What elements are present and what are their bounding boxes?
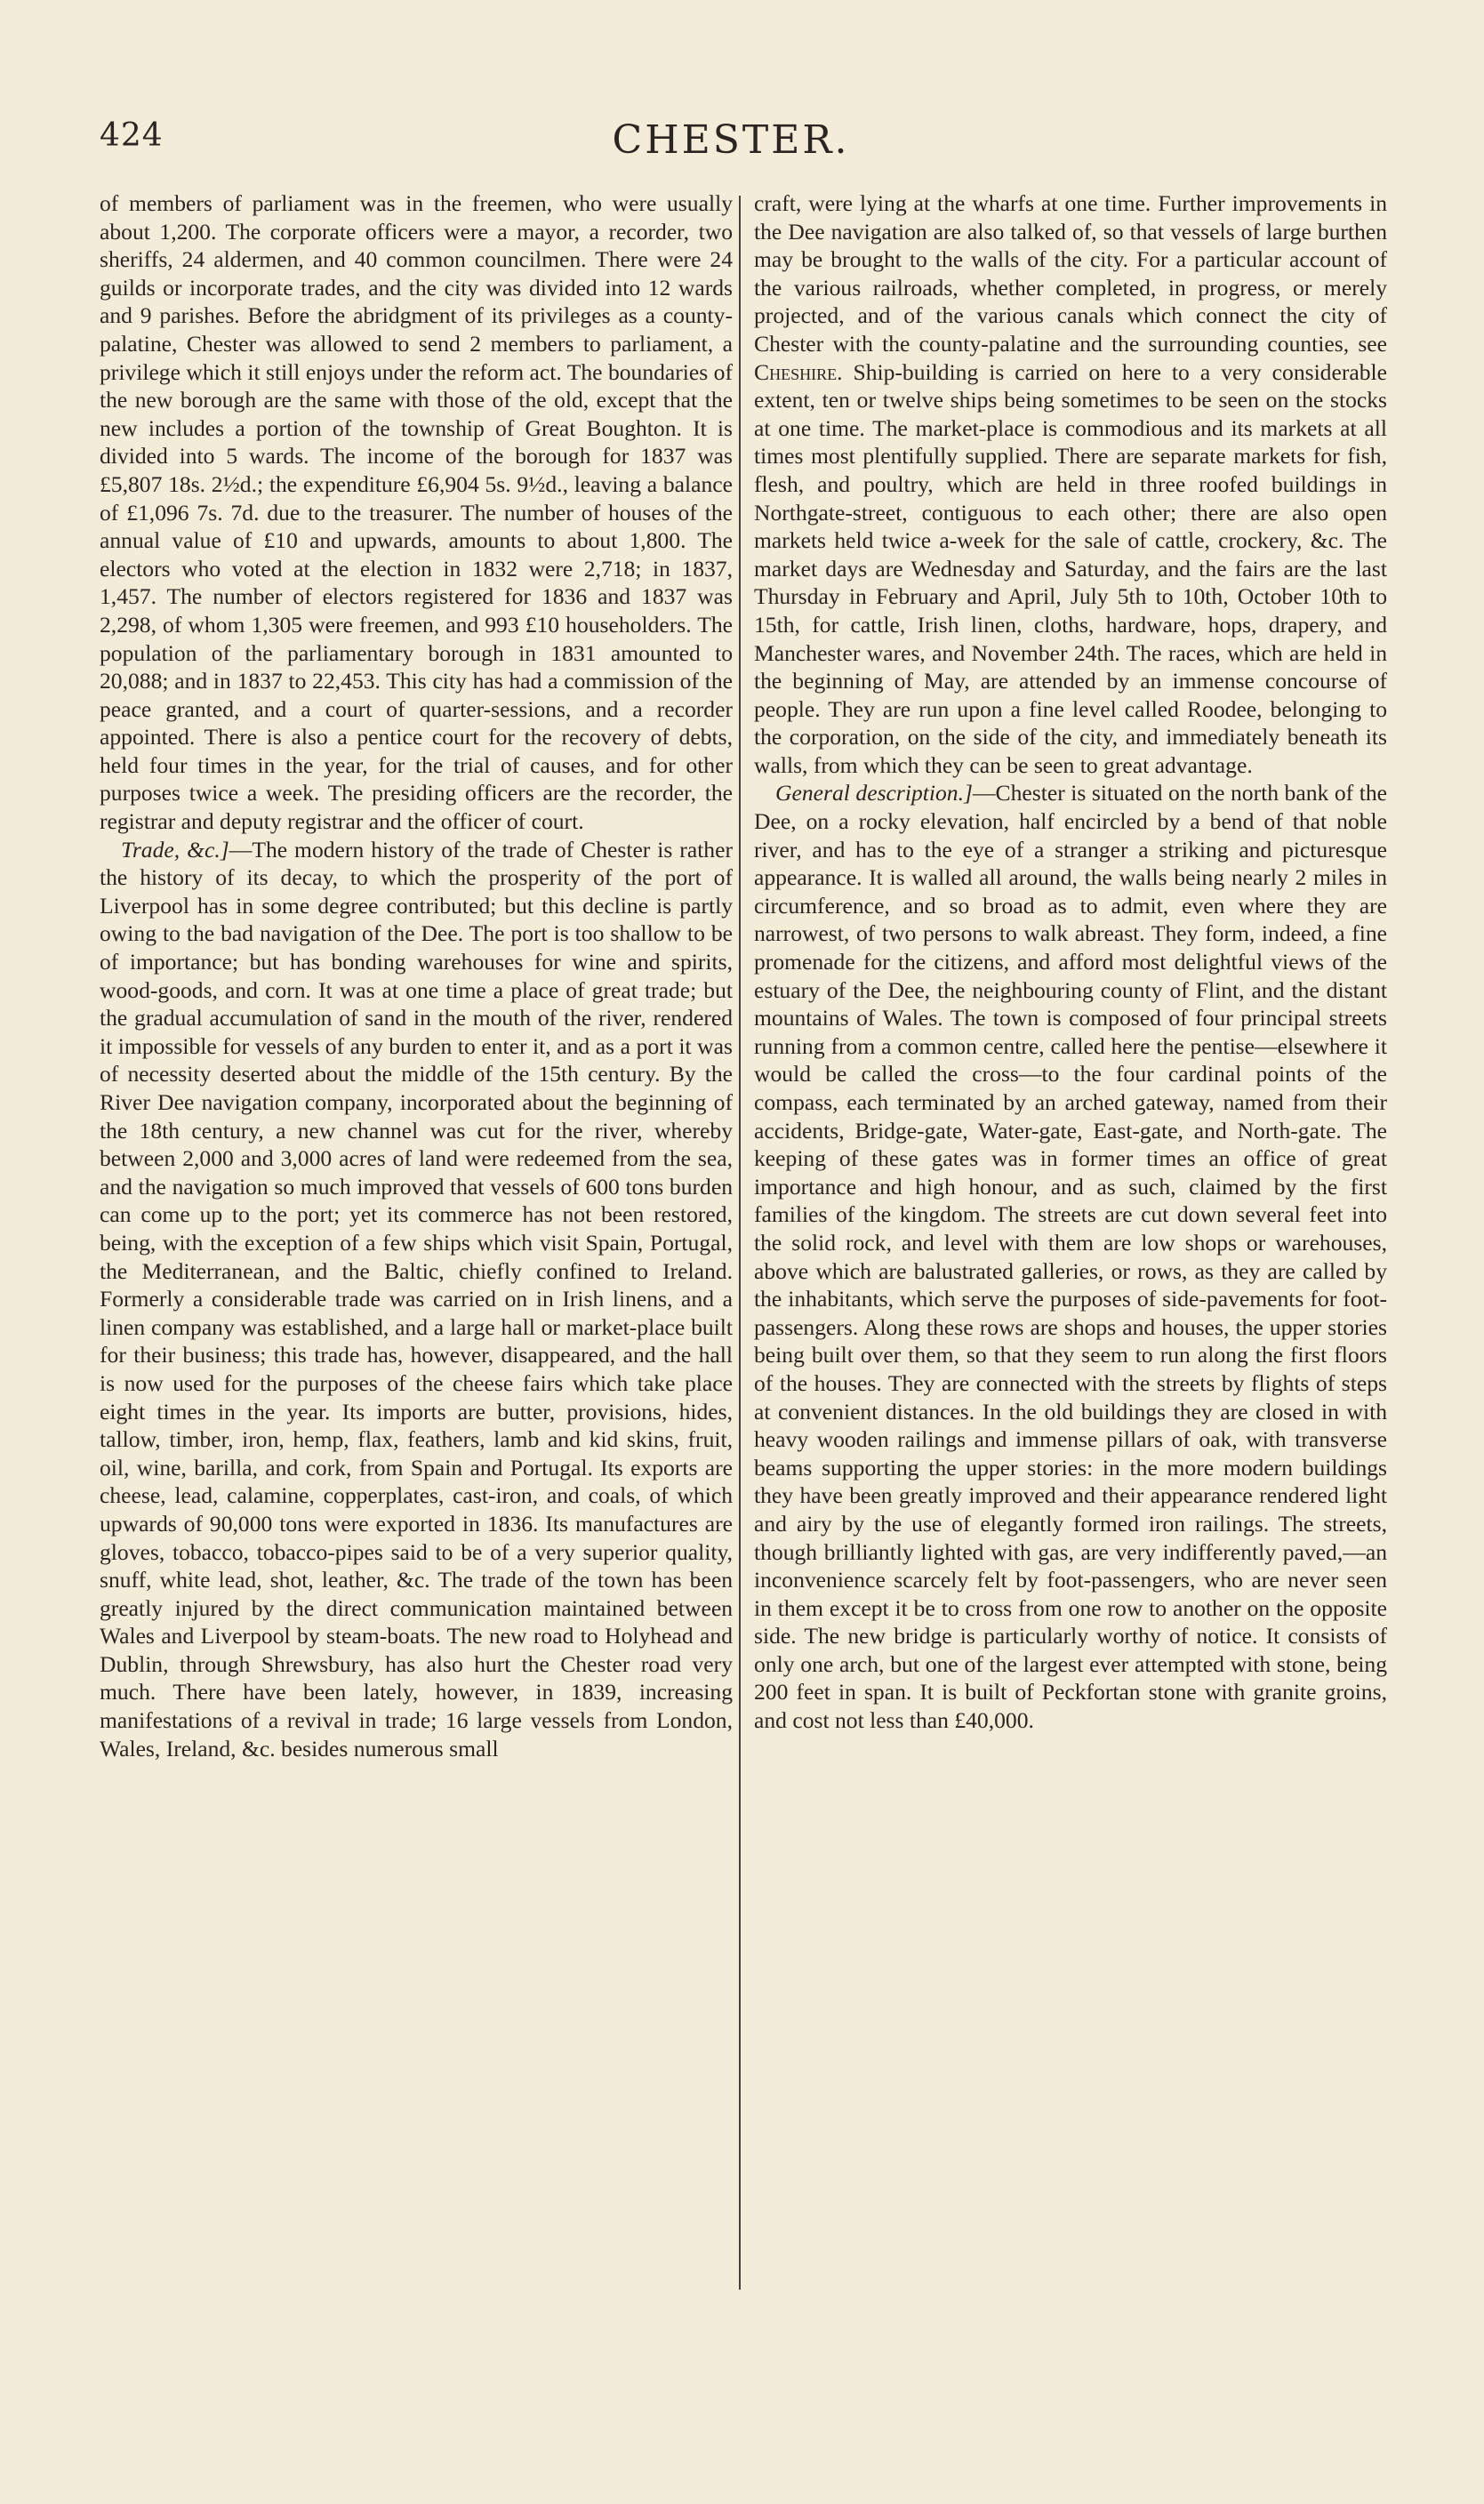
column-divider bbox=[739, 196, 741, 2290]
left-column bbox=[100, 189, 733, 2306]
running-head-title: CHESTER. bbox=[612, 117, 850, 163]
page-number: 424 bbox=[100, 117, 164, 154]
paragraph-general-description-body: —Chester is situated on the north bank of the Dee, on a rocky elevation, half encircled by a bend of that noble river, and has to the eye of a stranger a striking and picturesque appearance. It is walled all around, the walls being nearly 2 miles in circumference, and so broad as to admit, even where they are narrowest, of two persons to walk abreast. They form, indeed, a fine promenade for the citizens, and afford most delightful views of the estuary of the Dee, the neighbouring county of Flint, and the distant mountains of Wales. The town is composed of four principal streets running from a common centre, called here the pentise—elsewhere it would be called the cross—to the four cardinal points of the compass, each terminated by an arched gateway, named from their accidents, Bridge-gate, Water-gate, East-gate, and North-gate. The keeping of these gates was in former times an office of great importance and high honour, and as such, claimed by the first families of the kingdom. The streets are cut down several feet into the solid rock, and level with them are low shops or warehouses, above which are balustrated galleries, or rows, as they are called by the inhabitants, which serve the purposes of side-pavements for foot-passengers. Along these rows are shops and houses, the upper stories being built over them, so that they seem to run along the first floors of the houses. They are connected with the streets by flights of steps at convenient distances. In the old buildings they are closed in with heavy wooden railings and immense pillars of oak, with transverse beams supporting the upper stories: in the more modern buildings they have been greatly improved and their appearance rendered light and airy by the use of elegantly formed iron railings. The streets, though brilliantly lighted with gas, are very indifferently paved,—an inconvenience scarcely felt by foot-passengers, who are never seen in them except it be to cross from one row to another on the opposite side. The new bridge is particularly worthy of notice. It consists of only one arch, but one of the largest ever attempted with stone, being 200 feet in span. It is built of Peckfortan stone with granite groins, and cost not less than £40,000. bbox=[754, 780, 1387, 1734]
right-column bbox=[754, 189, 1387, 2306]
page-header bbox=[100, 117, 1362, 167]
paragraph-borough-government: of members of parliament was in the freemen, who were usually about 1,200. The corporate officers were a mayor, a recorder, two sheriffs, 24 aldermen, and 40 common councilmen. There were 24 guilds or incorporate trades, and the city was divided into 12 wards and 9 parishes. Before the abridgment of its privileges as a county-palatine, Chester was allowed to send 2 members to parliament, a privilege which it still enjoys under the reform act. The boundaries of the new borough are the same with those of the old, except that the new includes a portion of the township of Great Boughton. It is divided into 5 wards. The income of the borough for 1837 was £5,807 18s. 2½d.; the expenditure £6,904 5s. 9½d., leaving a balance of £1,096 7s. 7d. due to the treasurer. The number of houses of the annual value of £10 and upwards, amounts to about 1,800. The electors who voted at the election in 1832 were 2,718; in 1837, 1,457. The number of electors registered for 1836 and 1837 was 2,298, of whom 1,305 were freemen, and 993 £10 householders. The population of the parliamentary borough in 1831 amounted to 20,088; and in 1837 to 22,453. This city has had a commission of the peace granted, and a court of quarter-sessions, and a recorder appointed. There is also a pentice court for the recovery of debts, held four times in the year, for the trial of causes, and for other purposes twice a week. The presiding officers are the recorder, the registrar and deputy registrar and the officer of court. bbox=[100, 190, 733, 835]
section-heading-general-description: General description.] bbox=[775, 780, 973, 807]
cross-reference-cheshire: Cheshire. bbox=[754, 358, 843, 385]
paragraph-trade-body: —The modern history of the trade of Chester is rather the history of its decay, to which the prosperity of the port of Liverpool has in some degree contributed; but this decline is partly owing to the bad navigation of the Dee. The port is too shallow to be of importance; but has bonding warehouses for wine and spirits, wood-goods, and corn. It was at one time a place of great trade; but the gradual accumulation of sand in the mouth of the river, rendered it impossible for vessels of any burden to enter it, and as a port it was of necessity deserted about the middle of the 15th century. By the River Dee navigation company, incorporated about the beginning of the 18th century, a new channel was cut for the river, whereby between 2,000 and 3,000 acres of land were redeemed from the sea, and the navigation so much improved that vessels of 600 tons burden can come up to the port; yet its commerce has not been restored, being, with the exception of a few ships which visit Spain, Portugal, the Mediterranean, and the Baltic, chiefly confined to Ireland. Formerly a considerable trade was carried on in Irish linens, and a linen company was established, and a large hall or market-place built for their business; this trade has, however, disappeared, and the hall is now used for the purposes of the cheese fairs which take place eight times in the year. Its imports are butter, provisions, hides, tallow, timber, iron, hemp, flax, feathers, lamb and kid skins, fruit, oil, wine, barilla, and cork, from Spain and Portugal. Its exports are cheese, lead, calamine, copperplates, cast-iron, and coals, of which upwards of 90,000 tons were exported in 1836. Its manufactures are gloves, tobacco, tobacco-pipes said to be of a very superior quality, snuff, white lead, shot, leather, &c. The trade of the town has been greatly injured by the direct communication maintained between Wales and Liverpool by steam-boats. The new road to Holyhead and Dublin, through Shrewsbury, has also hurt the Chester road very much. There have been lately, however, in 1839, increasing manifestations of a revival in trade; 16 large vessels from London, Wales, Ireland, &c. besides numerous small bbox=[100, 836, 733, 1762]
paragraph-markets-part2: Ship-building is carried on here to a very considerable extent, ten or twelve ships being sometimes to be seen on the stocks at one time. The market-place is commodious and its markets at all times most plentifully supplied. There are separate markets for fish, flesh, and poultry, which are held in three roofed buildings in Northgate-street, contiguous to each other; there are also open markets held twice a-week for the sale of cattle, crockery, &c. The market days are Wednesday and Saturday, and the fairs are the last Thursday in February and April, July 5th to 10th, October 10th to 15th, for cattle, Irish linen, cloths, hardware, hops, drapery, and Manchester wares, and November 24th. The races, which are held in the beginning of May, are attended by an immense concourse of people. They are run upon a fine level called Roodee, belonging to the corporation, on the side of the city, and immediately beneath its walls, from which they can be seen to great advantage. bbox=[754, 358, 1387, 778]
paragraph-markets-part1: craft, were lying at the wharfs at one time. Further improvements in the Dee navigation are also talked of, so that vessels of large burthen may be brought to the walls of the city. For a particular account of the various railroads, whether completed, in progress, or merely projected, and of the various canals which connect the city of Chester with the county-palatine and the surrounding counties, see bbox=[754, 190, 1387, 357]
paragraph-general-description bbox=[754, 779, 1387, 1734]
paragraph-markets bbox=[754, 189, 1387, 779]
paragraph-trade bbox=[100, 836, 733, 1763]
section-heading-trade: Trade, &c.] bbox=[121, 836, 229, 863]
